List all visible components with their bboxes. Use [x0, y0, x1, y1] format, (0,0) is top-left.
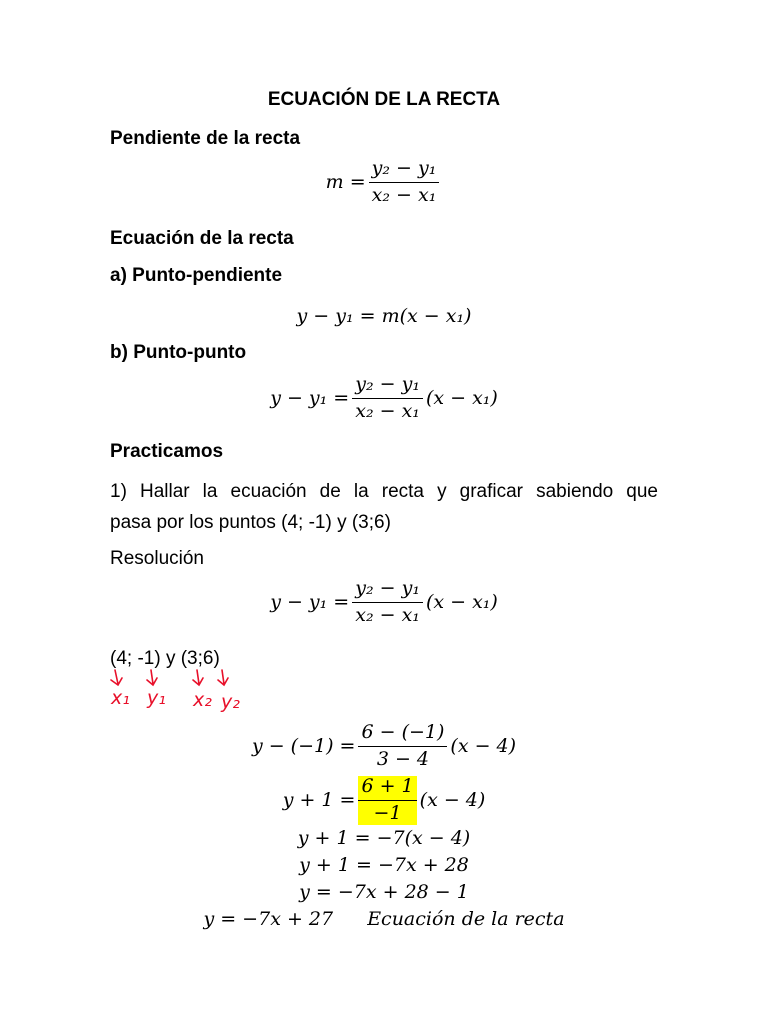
label-x2: x₂: [193, 689, 212, 711]
page-title: ECUACIÓN DE LA RECTA: [267, 89, 501, 110]
pp-lhs: y − y₁ =: [270, 387, 350, 410]
arrow-y2: [218, 670, 228, 685]
formula-slope: [0, 158, 768, 207]
step4-equation: y + 1 = −7x + 28: [299, 854, 469, 876]
label-y2: y₂: [221, 691, 240, 713]
heading-line-equation: Ecuación de la recta: [110, 228, 294, 249]
step-5: [0, 881, 768, 903]
pp2-denominator: x₂ − x₁: [355, 603, 420, 626]
heading-slope: Pendiente de la recta: [110, 128, 301, 149]
step-3: [0, 827, 768, 849]
label-x1: x₁: [111, 687, 130, 709]
step2-rhs: (x − 4): [419, 789, 486, 812]
point-slope-equation: y − y₁ = m(x − x₁): [296, 305, 472, 327]
pp2-rhs: (x − x₁): [425, 591, 498, 614]
step-6: [0, 908, 768, 930]
arrow-x1: [111, 670, 122, 685]
exercise-line-2: pasa por los puntos (4; -1) y (3;6): [110, 512, 391, 533]
arrow-y1: [147, 670, 157, 685]
exercise-line-1: 1) Hallar la ecuación de la recta y graficar sabiendo que: [110, 481, 658, 502]
slope-denominator: x₂ − x₁: [371, 183, 437, 206]
step1-numerator: 6 − (−1): [358, 722, 447, 747]
handwritten-annotations: [105, 668, 265, 718]
pp-numerator: y₂ − y₁: [352, 374, 423, 399]
step2-numerator: 6 + 1: [358, 776, 416, 801]
annotation-arrows: [111, 670, 228, 685]
heading-point-slope: a) Punto-pendiente: [110, 265, 283, 286]
step5-equation: y = −7x + 28 − 1: [299, 881, 469, 903]
step-2: [0, 776, 768, 825]
formula-point-point-repeat: [0, 578, 768, 627]
step6-label: Ecuación de la recta: [367, 908, 565, 930]
step2-highlighted-fraction: [358, 776, 416, 825]
step6-equation: y = −7x + 27: [203, 908, 334, 930]
step1-lhs: y − (−1) =: [251, 735, 356, 758]
pp2-numerator: y₂ − y₁: [352, 578, 423, 603]
step3-equation: y + 1 = −7(x − 4): [297, 827, 471, 849]
formula-point-point: [0, 374, 768, 423]
label-y1: y₁: [147, 687, 166, 709]
heading-point-point: b) Punto-punto: [110, 342, 247, 363]
points-text: (4; -1) y (3;6): [110, 648, 220, 669]
pp2-lhs: y − y₁ =: [270, 591, 350, 614]
slope-numerator: y₂ − y₁: [369, 158, 440, 183]
pp-rhs: (x − x₁): [425, 387, 498, 410]
slope-lhs: m =: [325, 171, 366, 194]
step2-lhs: y + 1 =: [282, 789, 356, 812]
resolution-label: Resolución: [110, 548, 204, 569]
step1-denominator: 3 − 4: [376, 747, 430, 770]
formula-point-slope: [0, 305, 768, 327]
arrow-x2: [193, 670, 203, 685]
step1-rhs: (x − 4): [450, 735, 517, 758]
page-title-wrap: [0, 89, 768, 111]
pp-denominator: x₂ − x₁: [355, 399, 420, 422]
step-1: [0, 722, 768, 771]
step-4: [0, 854, 768, 876]
step2-denominator: −1: [373, 801, 402, 824]
heading-practice: Practicamos: [110, 441, 224, 462]
